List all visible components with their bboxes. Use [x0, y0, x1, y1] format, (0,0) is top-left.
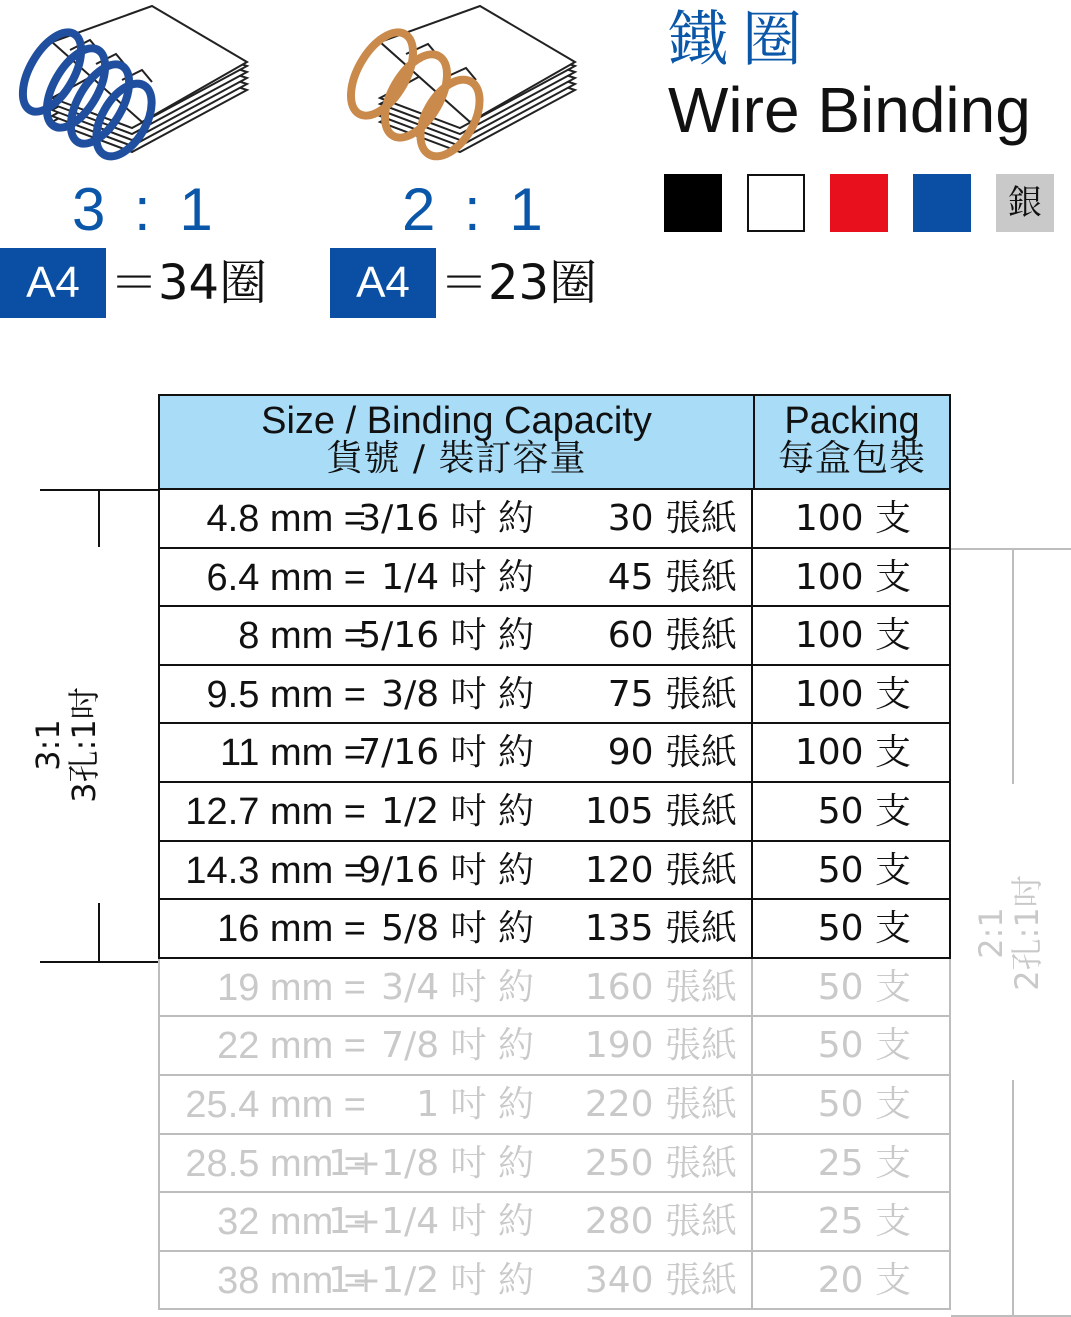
packing-cell [751, 900, 951, 959]
size-capacity-cell [158, 783, 751, 842]
packing-qty: 50 支 [817, 791, 911, 832]
size-mm: 19 mm = [217, 966, 366, 1009]
size-mm: 16 mm = [217, 908, 366, 951]
size-capacity-cell [158, 1193, 751, 1252]
size-capacity-cell [158, 607, 751, 666]
sheet-capacity: 90 張紙 [607, 732, 737, 774]
sheet-capacity: 45 張紙 [607, 556, 737, 598]
sheet-capacity: 160 張紙 [584, 966, 737, 1008]
size-mm: 14.3 mm = [185, 849, 366, 892]
table-header [158, 394, 951, 490]
packing-cell [751, 490, 951, 549]
color-swatch-black [664, 174, 722, 232]
sheet-capacity: 220 張紙 [584, 1084, 737, 1125]
table-row [158, 607, 951, 666]
size-inch: 5/8 吋 約 [381, 908, 534, 950]
size-capacity-cell [158, 1252, 751, 1311]
size-mm: 28.5 mm = [185, 1142, 366, 1185]
packing-qty: 20 支 [817, 1259, 911, 1301]
sheet-capacity: 280 張紙 [584, 1201, 737, 1243]
color-swatch-white [747, 174, 805, 232]
packing-qty: 50 支 [817, 908, 911, 950]
bracket-line [98, 903, 100, 961]
bracket-line [1012, 1080, 1014, 1316]
side-holes: 3孔:1吋 [65, 687, 103, 803]
size-capacity-cell [158, 666, 751, 725]
packing-cell [751, 1017, 951, 1076]
sheet-capacity: 120 張紙 [584, 849, 737, 891]
packing-cell [751, 959, 951, 1018]
size-inch: 1+1/4 吋 約 [328, 1201, 534, 1243]
size-inch: 1/4 吋 約 [381, 556, 534, 598]
side-ratio: 2:1 [972, 907, 1010, 959]
table-row [158, 959, 951, 1018]
sheet-capacity: 30 張紙 [607, 498, 737, 539]
paper-size-badge: A4 [0, 248, 106, 318]
packing-cell [751, 1076, 951, 1135]
table-row [158, 783, 951, 842]
title-english: Wire Binding [668, 74, 1031, 146]
packing-qty: 100 支 [794, 732, 911, 774]
bracket-line [98, 489, 100, 547]
packing-qty: 100 支 [794, 556, 911, 598]
size-capacity-cell [158, 842, 751, 901]
header-size-capacity [160, 396, 753, 488]
size-inch: 7/8 吋 約 [381, 1025, 534, 1067]
size-inch: 3/4 吋 約 [381, 966, 534, 1008]
size-inch: 1+1/8 吋 約 [328, 1142, 534, 1184]
table-row [158, 490, 951, 549]
bracket-line [40, 961, 158, 963]
sheet-capacity: 105 張紙 [584, 791, 737, 832]
sheet-capacity: 190 張紙 [584, 1025, 737, 1067]
table-row [158, 724, 951, 783]
header-size-en: Size / Binding Capacity [261, 400, 652, 442]
size-mm: 32 mm = [217, 1201, 366, 1244]
pitch-ratio-3to1: 3 : 1 [72, 176, 219, 243]
packing-cell [751, 1135, 951, 1194]
table-row [158, 549, 951, 608]
pitch-ratio-2to1: 2 : 1 [402, 176, 549, 243]
packing-cell [751, 549, 951, 608]
table-row [158, 900, 951, 959]
bracket-line [1012, 548, 1014, 784]
side-label-3to1 [30, 645, 110, 845]
table-row [158, 666, 951, 725]
sheet-capacity: 75 張紙 [607, 673, 737, 715]
loop-count: ＝34圈 [110, 255, 268, 311]
size-mm: 12.7 mm = [185, 791, 366, 833]
packing-cell [751, 724, 951, 783]
packing-qty: 50 支 [817, 849, 911, 891]
size-capacity-cell [158, 959, 751, 1018]
color-swatch-silver: 銀 [996, 174, 1054, 232]
packing-cell [751, 1193, 951, 1252]
sheet-capacity: 250 張紙 [584, 1142, 737, 1184]
packing-qty: 50 支 [817, 966, 911, 1008]
paper-size-badge: A4 [330, 248, 436, 318]
size-mm: 25.4 mm = [185, 1084, 366, 1126]
packing-cell [751, 607, 951, 666]
packing-cell [751, 1252, 951, 1311]
packing-cell [751, 783, 951, 842]
size-mm: 4.8 mm = [206, 498, 366, 540]
wire-binding-3to1-illustration [12, 2, 252, 162]
packing-qty: 25 支 [817, 1201, 911, 1243]
packing-qty: 50 支 [817, 1084, 911, 1125]
packing-cell [751, 842, 951, 901]
table-row [158, 1076, 951, 1135]
size-mm: 11 mm = [219, 732, 366, 775]
side-ratio: 3:1 [29, 719, 67, 771]
sheet-capacity: 340 張紙 [584, 1259, 737, 1301]
loop-count: ＝23圈 [440, 255, 598, 311]
size-inch: 1 吋 約 [416, 1084, 534, 1125]
size-capacity-cell [158, 724, 751, 783]
bracket-line [951, 548, 1071, 550]
size-capacity-cell [158, 549, 751, 608]
size-inch: 3/16 吋 約 [358, 498, 534, 539]
size-inch: 5/16 吋 約 [358, 615, 534, 657]
wire-binding-2to1-illustration [340, 2, 580, 162]
packing-qty: 100 支 [794, 673, 911, 715]
color-swatch-red [830, 174, 888, 232]
size-capacity-cell [158, 1135, 751, 1194]
size-inch: 3/8 吋 約 [381, 673, 534, 715]
side-holes: 2孔:1吋 [1008, 875, 1046, 991]
header-size-cn: 貨號 / 裝訂容量 [326, 438, 587, 479]
table-row [158, 1193, 951, 1252]
packing-qty: 25 支 [817, 1142, 911, 1184]
size-inch: 1/2 吋 約 [381, 791, 534, 832]
size-mm: 9.5 mm = [206, 673, 366, 716]
sheet-capacity: 135 張紙 [584, 908, 737, 950]
color-swatch-blue [913, 174, 971, 232]
size-capacity-cell [158, 900, 751, 959]
packing-qty: 100 支 [794, 498, 911, 539]
table-row [158, 1135, 951, 1194]
header-pack-cn: 每盒包裝 [777, 438, 926, 479]
size-capacity-cell [158, 1017, 751, 1076]
size-mm: 6.4 mm = [206, 556, 366, 599]
size-capacity-cell [158, 490, 751, 549]
title-chinese: 鐵圈 [668, 5, 816, 75]
size-inch: 9/16 吋 約 [358, 849, 534, 891]
sheet-capacity: 60 張紙 [607, 615, 737, 657]
size-inch: 7/16 吋 約 [358, 732, 534, 774]
size-mm: 22 mm = [217, 1025, 366, 1068]
packing-qty: 100 支 [794, 615, 911, 657]
table-row [158, 842, 951, 901]
size-inch: 1+1/2 吋 約 [328, 1259, 534, 1301]
size-capacity-cell [158, 1076, 751, 1135]
header-pack-en: Packing [784, 400, 920, 442]
header-packing [753, 396, 949, 488]
table-row [158, 1252, 951, 1311]
packing-cell [751, 666, 951, 725]
table-row [158, 1017, 951, 1076]
size-mm: 38 mm = [217, 1259, 366, 1302]
side-label-2to1 [973, 833, 1053, 1033]
size-mm: 8 mm = [238, 615, 366, 658]
packing-qty: 50 支 [817, 1025, 911, 1067]
